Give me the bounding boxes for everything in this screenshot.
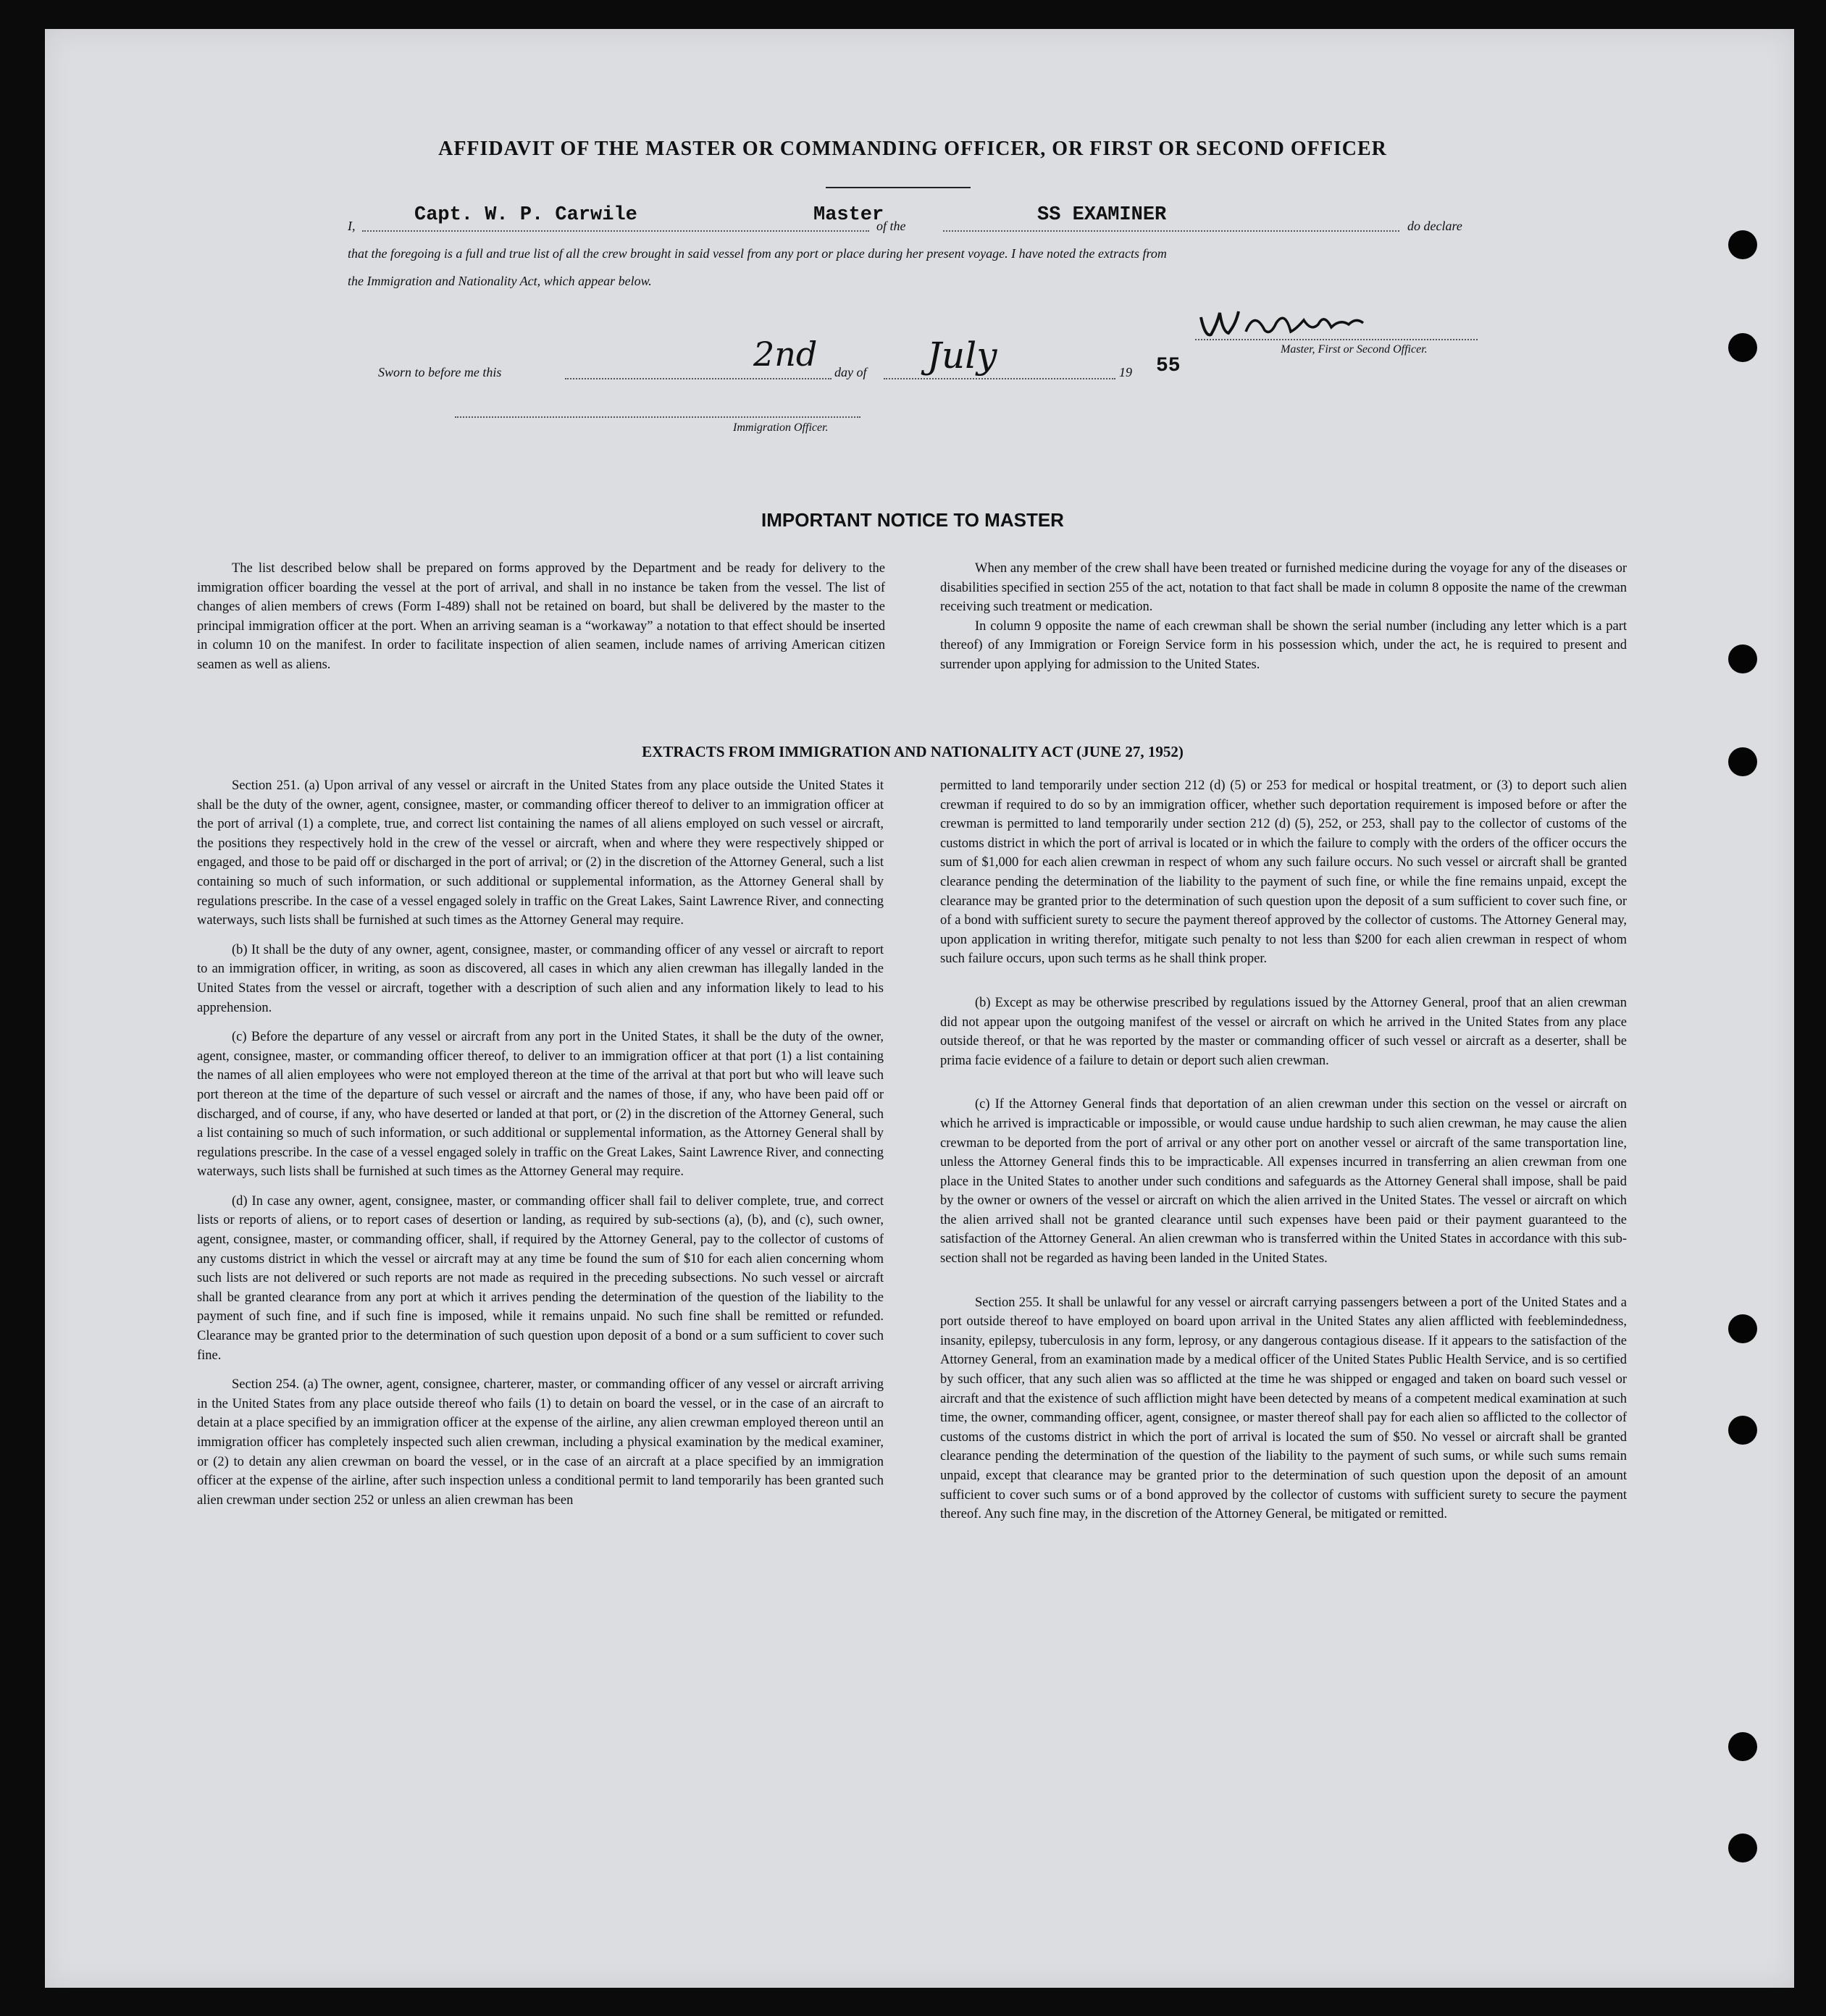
binder-hole	[1728, 1834, 1757, 1862]
notice-title: IMPORTANT NOTICE TO MASTER	[761, 509, 1064, 531]
notice-paragraph: When any member of the crew shall have been treated or furnished medicine during the voyage for any of the diseases or disabilities specified in section 255 of the act, notation to that fact shall be made in column 8 opposite the name of the crewman receiving such treatment or medication.	[940, 561, 1627, 615]
day-handwritten: 2nd	[753, 335, 818, 374]
notice-paragraph: The list described below shall be prepared on forms approved by the Department and be ready for delivery to the immigration officer boarding the vessel at the port of arrival, and shall in no instance be taken from the vessel. The list of changes of alien members of crews (Form I-489) shall not be retained on board, but shall be delivered by the master to the principal immigration officer at the port. When an arriving seaman is a “workaway” a notation to that effect should be inserted in column 10 on the manifest. In order to facilitate inspection of alien seamen, include names of arriving American citizen seamen as well as aliens.	[197, 561, 885, 672]
name-line	[362, 230, 869, 232]
day-label: day of	[834, 365, 867, 379]
extract-paragraph: (b) It shall be the duty of any owner, agent, consignee, master, or commanding officer of any vessel or aircraft to report to an immigration officer, in writing, as soon as discovered, all cases in which any alien crewman has illegally landed in the United States from the vessel or aircraft, together with a description of such alien and any information likely to lead to his apprehension.	[197, 942, 884, 1015]
binder-hole	[1728, 230, 1757, 259]
do-declare-label: do declare	[1407, 219, 1462, 233]
statement-line-1: that the foregoing is a full and true list of all the crew brought in said vessel from any port or place during her present voyage. I have noted the extracts from	[348, 246, 1167, 261]
officer-line	[455, 416, 860, 418]
rank: Master	[813, 204, 884, 226]
master-name: Capt. W. P. Carwile	[414, 204, 637, 226]
vessel-line	[943, 230, 1399, 232]
extract-paragraph: (b) Except as may be otherwise prescribed by regulations issued by the Attorney General, proof that an alien crewman did not appear upon the outgoing manifest of the vessel or aircraft on which he arrived in the United States from any place outside thereof, or that he was reported by the master or commanding officer of such vessel or aircraft as a deserter, shall be prima facie evidence of a failure to detain or deport such alien crewman.	[940, 995, 1627, 1068]
vessel-name: SS EXAMINER	[1037, 204, 1167, 226]
extract-paragraph: (c) Before the departure of any vessel or aircraft from any port in the United States, it shall be the duty of the owner, agent, consignee, master, or commanding officer thereof, to deliver to an immigration officer at that port (1) a list containing the names of all alien employees who were not employed thereon at the time of the arrival at that port but who will leave such port thereon at the time of the departure of such vessel or aircraft and the names of those, if any, who have been paid off or discharged, and of course, if any, who have deserted or landed at that port, or (2) in the discretion of the Attorney General, such a list containing so much of such information, or such additional or supplemental information, as the Attorney General shall by regulations prescribe. In the case of a vessel engaged solely in traffic on the Great Lakes, Saint Lawrence River, and connecting waterways, such lists shall be furnished at such times as the Attorney General may require.	[197, 1030, 884, 1180]
year-value: 55	[1156, 355, 1181, 377]
extracts-right-column	[940, 776, 1627, 1524]
extract-paragraph: (c) If the Attorney General finds that deportation of an alien crewman under this section on the vessel or aircraft on which he arrived is impracticable or impossible, or would cause undue hardship to such alien crewman, he may cause the alien crewman to be deported from the port of arrival or any other port on another vessel or aircraft of the same transportation line, unless the Attorney General finds this to be impracticable. All expenses incurred in transferring an alien crewman from one place in the United States to another under such conditions and safeguards as the Attorney General shall impose, shall be paid by the owner or owners of the vessel or aircraft on which the alien arrived in the United States. The vessel or aircraft on which the alien arrived shall not be granted clearance until such expenses have been paid or their payment guaranteed to the satisfaction of the Attorney General. An alien crewman who is transferred within the United States in accordance with this sub-section shall not be regarded as having been landed in the United States.	[940, 1097, 1627, 1267]
notice-right-column	[940, 559, 1627, 675]
extract-paragraph: Section 251. (a) Upon arrival of any vessel or aircraft in the United States from any place outside the United States it shall be the duty of the owner, agent, consignee, master, or commanding officer thereof to deliver to an immigration officer at the port of arrival (1) a complete, true, and correct list containing the names of all aliens employed on such vessel or aircraft, the positions they respectively hold in the crew of the vessel or aircraft, when and where they were respectively shipped or engaged, and those to be paid off or discharged in the port of arrival; or (2) in the discretion of the Attorney General, such a list containing so much of such information, or such additional or supplemental information, as the Attorney General shall by regulations prescribe. In the case of a vessel engaged solely in traffic on the Great Lakes, Saint Lawrence River, and connecting waterways, such lists shall be furnished at such times as the Attorney General may require.	[197, 778, 884, 928]
sworn-label: Sworn to before me this	[378, 365, 502, 379]
day-line	[565, 378, 832, 379]
extract-paragraph: permitted to land temporarily under section 212 (d) (5) or 253 for medical or hospital treatment, or (3) to deport such alien crewman if required to do so by an immigration officer, whether such deportation requirement is imposed before or after the crewman is permitted to land temporarily under section 212 (d) (5), 252, or 253, shall pay to the collector of customs of the customs district in which the port of arrival is located or in which the failure to comply with the orders of the officer occurs the sum of $1,000 for each alien crewman in respect of whom any such failure occurs. No such vessel or aircraft shall be granted clearance pending the determination of the liability to the payment of such fine, or while the fine remains unpaid, except the clearance may be granted prior to the determination of such question upon the deposit of a sum sufficient to cover such fine, or of a bond with sufficient surety to secure the payment thereof approved by the collector of customs. The Attorney General may, upon application in writing therefor, mitigate such penalty to not less than $200 for each alien crewman in respect of whom such failure occurs, upon such terms as he shall think proper.	[940, 778, 1627, 967]
title-rule	[826, 187, 971, 188]
statement-line-2: the Immigration and Nationality Act, which appear below.	[348, 274, 652, 288]
binder-hole	[1728, 333, 1757, 362]
signature-line	[1195, 339, 1478, 340]
officer-caption: Immigration Officer.	[733, 421, 829, 434]
binder-hole	[1728, 1732, 1757, 1761]
extracts-title: EXTRACTS FROM IMMIGRATION AND NATIONALITY ACT (JUNE 27, 1952)	[642, 743, 1184, 760]
month-handwritten: July	[927, 335, 997, 377]
notice-paragraph: In column 9 opposite the name of each crewman shall be shown the serial number (including any letter which is a part thereof) of any Immigration or Foreign Service form in his possession which, under the act, he is required to present and surrender upon applying for admission to the United States.	[940, 618, 1627, 672]
binder-hole	[1728, 747, 1757, 776]
i-label: I,	[348, 219, 356, 233]
year-prefix: 19	[1119, 365, 1132, 379]
binder-hole	[1728, 1314, 1757, 1343]
extract-paragraph: Section 255. It shall be unlawful for any vessel or aircraft carrying passengers between a port of the United States and a port outside thereof to have employed on board upon arrival in the United States any alien afflicted with feeblemindedness, insanity, epilepsy, tuberculosis in any form, leprosy, or any dangerous contagious disease. If it appears to the satisfaction of the Attorney General, from an examination made by a medical officer of the United States Public Health Service, and is so certified by such officer, that any such alien was so afflicted at the time he was shipped or engaged and taken on board such vessel or aircraft and that the existence of such affliction might have been detected by means of a competent medical examination at such time, the owner, commanding officer, agent, consignee, or master thereof shall pay for each alien so afflicted to the collector of customs of the customs district in which the port of arrival is located the sum of $50. No vessel or aircraft shall be granted clearance pending the determination of the question of the liability to the payment of such sums, or while such sums remain unpaid, except that clearance may be granted prior to the determination of such question upon the deposit of an amount sufficient to cover such sums or of a bond approved by the collector of customs with sufficient surety to secure the payment thereof. Any such fine may, in the discretion of the Attorney General, be mitigated or remitted.	[940, 1295, 1627, 1522]
affidavit-title: AFFIDAVIT OF THE MASTER OR COMMANDING OFFICER, OR FIRST OR SECOND OFFICER	[438, 138, 1387, 160]
binder-hole	[1728, 644, 1757, 673]
of-the-label: of the	[876, 219, 906, 233]
signature-caption: Master, First or Second Officer.	[1281, 343, 1428, 356]
extract-paragraph: (d) In case any owner, agent, consignee, master, or commanding officer shall fail to deliver complete, true, and correct lists or reports of aliens, or to report cases of desertion or landing, as required by sub-sections (a), (b), and (c), such owner, agent, consignee, master, or commanding officer, shall, if required by the Attorney General, pay to the collector of customs of any customs district in which the vessel or aircraft may at any time be found the sum of $10 for each alien concerning whom such lists are not delivered or such reports are not made as required in the preceding subsections. No such vessel or aircraft shall be granted clearance from any port at which it arrives pending the determination of the question of the liability to the payment of such fine, and if such fine is imposed, while it remains unpaid. No such fine shall be remitted or refunded. Clearance may be granted prior to the determination of such question upon deposit of a bond or a sum sufficient to cover such fine.	[197, 1193, 884, 1363]
notice-left-column	[197, 559, 885, 675]
month-line	[884, 378, 1115, 379]
extract-paragraph: Section 254. (a) The owner, agent, consignee, charterer, master, or commanding officer of any vessel or aircraft arriving in the United States from any place outside thereof who fails (1) to detain on board the vessel, or in the case of an aircraft to detain at a place specified by an immigration officer at the expense of the airline, any alien crewman employed thereon until an immigration officer has completely inspected such alien crewman, including a physical examination by the medical examiner, or (2) to detain any alien crewman on board the vessel, or in the case of an aircraft at a place specified by an immigration officer at the expense of the airline, after such inspection unless a conditional permit to land temporarily has been granted such alien crewman under section 252 or unless an alien crewman has been	[197, 1377, 884, 1508]
extracts-left-column	[197, 776, 884, 1510]
binder-hole	[1728, 1416, 1757, 1445]
